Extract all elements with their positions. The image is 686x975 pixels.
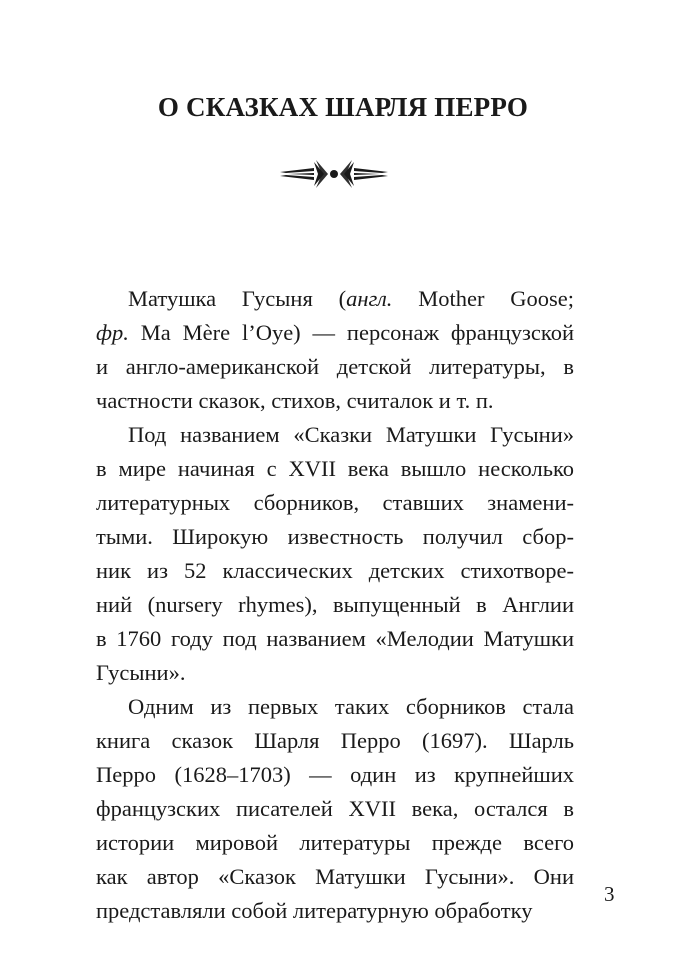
paragraph: [96, 282, 574, 418]
page-title: О СКАЗКАХ ШАРЛЯ ПЕРРО: [157, 92, 529, 122]
paragraph: [96, 690, 574, 928]
text-line: представляли собой литературную обработку: [96, 898, 533, 923]
text-line: Гусыни».: [96, 660, 186, 685]
text-line: книга сказок Шарля Перро (1697). Шарль: [96, 728, 574, 753]
paragraph: [96, 418, 574, 690]
body-text: [96, 282, 574, 928]
text-line: французских писателей XVII века, остался в: [96, 796, 574, 821]
text-line: тыми. Широкую известность получил сбор-: [96, 524, 574, 549]
text-line: Под названием «Сказки Матушки Гусыни»: [128, 422, 574, 447]
text-line: фр. Ma Mère l’Oye) — персонаж французской: [96, 320, 574, 345]
text-line: Матушка Гусыня (англ. Mother Goose;: [128, 286, 574, 311]
text-line: Одним из первых таких сборников стала: [128, 694, 574, 719]
text-line: ник из 52 классических детских стихотворе-: [96, 558, 574, 583]
page-number: 3: [604, 882, 615, 906]
text-line: литературных сборников, ставших знамени-: [96, 490, 574, 515]
text-line: как автор «Сказок Матушки Гусыни». Они: [96, 864, 574, 889]
fleuron-divider-icon: [278, 156, 390, 192]
text-line: частности сказок, стихов, считалок и т. п.: [96, 388, 494, 413]
text-line: ний (nursery rhymes), выпущенный в Англии: [96, 592, 574, 617]
text-line: в 1760 году под названием «Мелодии Матушки: [96, 626, 574, 651]
text-line: истории мировой литературы прежде всего: [96, 830, 574, 855]
text-line: и англо-американской детской литературы, в: [96, 354, 574, 379]
text-line: Перро (1628–1703) — один из крупнейших: [96, 762, 574, 787]
text-line: в мире начиная с XVII века вышло несколько: [96, 456, 574, 481]
